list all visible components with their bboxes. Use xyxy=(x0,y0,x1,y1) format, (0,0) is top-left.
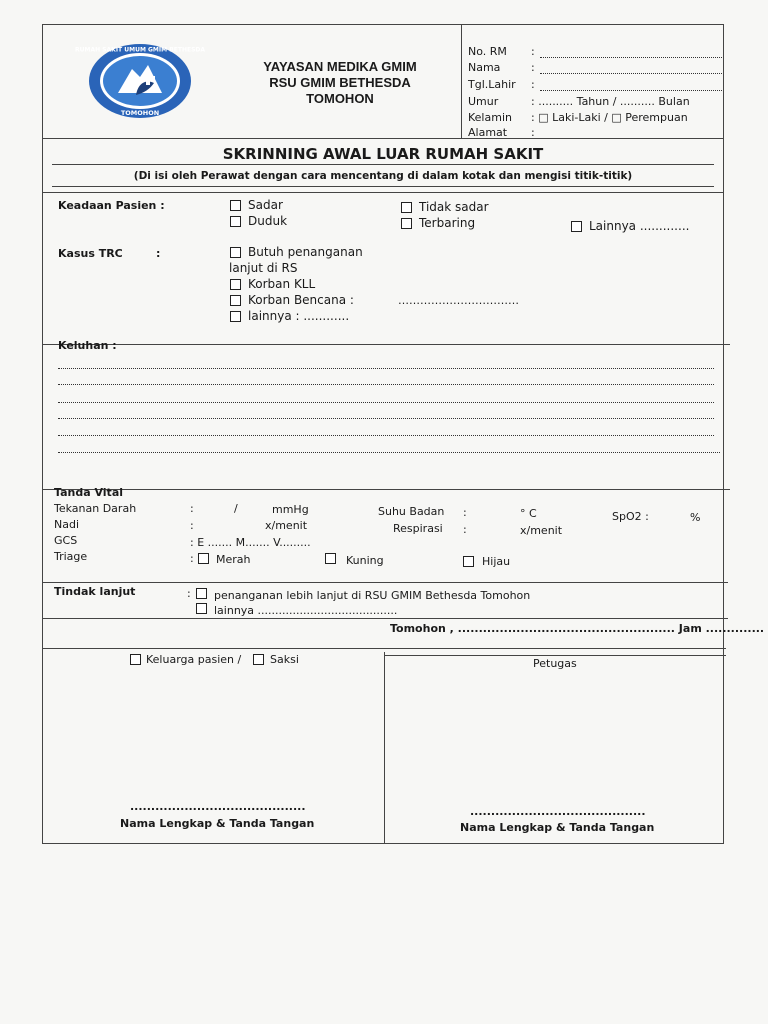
duduk-label: Duduk xyxy=(248,214,288,228)
trc-lainnya-label[interactable]: lainnya : ............ xyxy=(248,309,350,323)
merah-checkbox[interactable] xyxy=(198,553,209,564)
rule xyxy=(42,489,730,490)
rule xyxy=(42,344,730,345)
triage-label: Triage xyxy=(54,550,88,563)
merah-label: Merah xyxy=(216,553,251,566)
keluarga-checkbox[interactable] xyxy=(130,654,141,665)
rule xyxy=(384,655,726,656)
td-label: Tekanan Darah xyxy=(54,502,137,515)
spo2-unit: % xyxy=(690,511,701,524)
td-slash[interactable]: / xyxy=(234,502,238,515)
hospital-seal-icon xyxy=(74,43,206,119)
rule xyxy=(42,582,728,583)
lainnya-checkbox[interactable] xyxy=(571,221,582,232)
korban-kll-checkbox[interactable] xyxy=(230,279,241,290)
butuh-penanganan-checkbox[interactable] xyxy=(230,247,241,258)
keluhan-line[interactable] xyxy=(58,384,714,385)
tindak-rs-label: penanganan lebih lanjut di RSU GMIM Bethesda Tomohon xyxy=(214,589,531,602)
hijau-label: Hijau xyxy=(482,555,511,568)
colon: : xyxy=(190,519,194,532)
colon: : xyxy=(190,502,194,515)
left-signature-caption: Nama Lengkap & Tanda Tangan xyxy=(120,817,315,830)
signature-divider xyxy=(384,652,385,844)
terbaring-label: Terbaring xyxy=(419,216,476,230)
colon: : xyxy=(531,45,535,58)
right-signature-caption: Nama Lengkap & Tanda Tangan xyxy=(460,821,655,834)
label-umur: Umur xyxy=(468,95,499,108)
vital-label: Tanda Vital xyxy=(54,486,124,499)
tindak-label: Tindak lanjut xyxy=(54,585,136,598)
keluhan-line[interactable] xyxy=(58,435,714,436)
colon: : xyxy=(531,126,535,139)
org-name-2: RSU GMIM BETHESDA xyxy=(269,75,411,90)
header-divider xyxy=(461,24,462,138)
resp-label: Respirasi xyxy=(393,522,443,535)
lainnya-label[interactable]: Lainnya ............. xyxy=(589,219,690,233)
sadar-checkbox[interactable] xyxy=(230,200,241,211)
colon: : xyxy=(531,78,535,91)
tindak-lainnya-label[interactable]: lainnya ........................................ xyxy=(214,604,398,617)
korban-bencana-field[interactable]: …………………………… xyxy=(398,294,519,307)
trc-label: Kasus TRC xyxy=(58,247,123,260)
colon: : xyxy=(531,61,535,74)
org-name-3: TOMOHON xyxy=(306,91,374,106)
butuh-label-2: lanjut di RS xyxy=(229,261,298,275)
left-signature-line[interactable]: .......................................... xyxy=(130,800,306,813)
keluarga-label: Keluarga pasien / xyxy=(146,653,242,666)
tgl-lahir-field[interactable] xyxy=(540,90,722,91)
tidak-sadar-checkbox[interactable] xyxy=(401,202,412,213)
colon: : xyxy=(463,506,467,519)
rule xyxy=(52,186,714,187)
suhu-unit: ° C xyxy=(520,507,537,520)
logo-ring-top: RUMAH SAKIT UMUM GMIM BETHESDA xyxy=(74,46,206,54)
petugas-label: Petugas xyxy=(533,657,577,670)
korban-kll-label: Korban KLL xyxy=(248,277,316,291)
resp-unit: x/menit xyxy=(520,524,563,537)
spo2-label: SpO2 : xyxy=(612,510,649,523)
colon: : xyxy=(190,552,194,565)
trc-lainnya-checkbox[interactable] xyxy=(230,311,241,322)
gcs-label: GCS xyxy=(54,534,78,547)
right-signature-line[interactable]: .......................................... xyxy=(470,805,646,818)
label-alamat: Alamat xyxy=(468,126,508,139)
gcs-field[interactable]: : E ....... M....... V......... xyxy=(190,536,311,549)
rule xyxy=(42,192,724,193)
kuning-checkbox[interactable] xyxy=(325,553,336,564)
td-unit: mmHg xyxy=(272,503,309,516)
org-name-1: YAYASAN MEDIKA GMIM xyxy=(263,59,417,74)
butuh-label-1: Butuh penanganan xyxy=(248,245,363,259)
rule xyxy=(52,164,714,165)
rule xyxy=(42,138,724,139)
colon: : xyxy=(187,587,191,600)
label-kelamin: Kelamin xyxy=(468,111,512,124)
keadaan-label: Keadaan Pasien : xyxy=(58,199,165,212)
logo-ring-bottom: TOMOHON xyxy=(120,109,160,117)
suhu-label: Suhu Badan xyxy=(378,505,445,518)
label-tgl-lahir: Tgl.Lahir xyxy=(468,78,516,91)
tidak-sadar-label: Tidak sadar xyxy=(419,200,489,214)
label-no-rm: No. RM xyxy=(468,45,507,58)
form-title: SKRINNING AWAL LUAR RUMAH SAKIT xyxy=(222,145,544,163)
place-date-time[interactable]: Tomohon , .................................................... Jam .............. xyxy=(390,622,765,635)
duduk-checkbox[interactable] xyxy=(230,216,241,227)
keluhan-line[interactable] xyxy=(58,418,714,419)
kelamin-field[interactable]: : □ Laki-Laki / □ Perempuan xyxy=(531,111,688,124)
sadar-label: Sadar xyxy=(248,198,283,212)
keluhan-line[interactable] xyxy=(58,402,714,403)
terbaring-checkbox[interactable] xyxy=(401,218,412,229)
keluhan-label: Keluhan : xyxy=(58,339,117,352)
no-rm-field[interactable] xyxy=(540,57,722,58)
rule xyxy=(42,618,728,619)
saksi-checkbox[interactable] xyxy=(253,654,264,665)
korban-bencana-checkbox[interactable] xyxy=(230,295,241,306)
rule xyxy=(42,648,726,649)
keluhan-line[interactable] xyxy=(58,452,720,453)
umur-field[interactable]: : .......... Tahun / .......... Bulan xyxy=(531,95,690,108)
tindak-lainnya-checkbox[interactable] xyxy=(196,603,207,614)
nadi-unit: x/menit xyxy=(265,519,308,532)
label-nama: Nama xyxy=(468,61,501,74)
tindak-rs-checkbox[interactable] xyxy=(196,588,207,599)
hijau-checkbox[interactable] xyxy=(463,556,474,567)
kuning-label: Kuning xyxy=(346,554,384,567)
nadi-label: Nadi xyxy=(54,518,80,531)
colon: : xyxy=(156,247,161,260)
saksi-label: Saksi xyxy=(270,653,299,666)
keluhan-line[interactable] xyxy=(58,368,714,369)
colon: : xyxy=(463,523,467,536)
form-subtitle: (Di isi oleh Perawat dengan cara mencentang di dalam kotak dan mengisi titik-titik) xyxy=(133,170,633,182)
nama-field[interactable] xyxy=(540,73,722,74)
korban-bencana-label: Korban Bencana : xyxy=(248,293,354,307)
